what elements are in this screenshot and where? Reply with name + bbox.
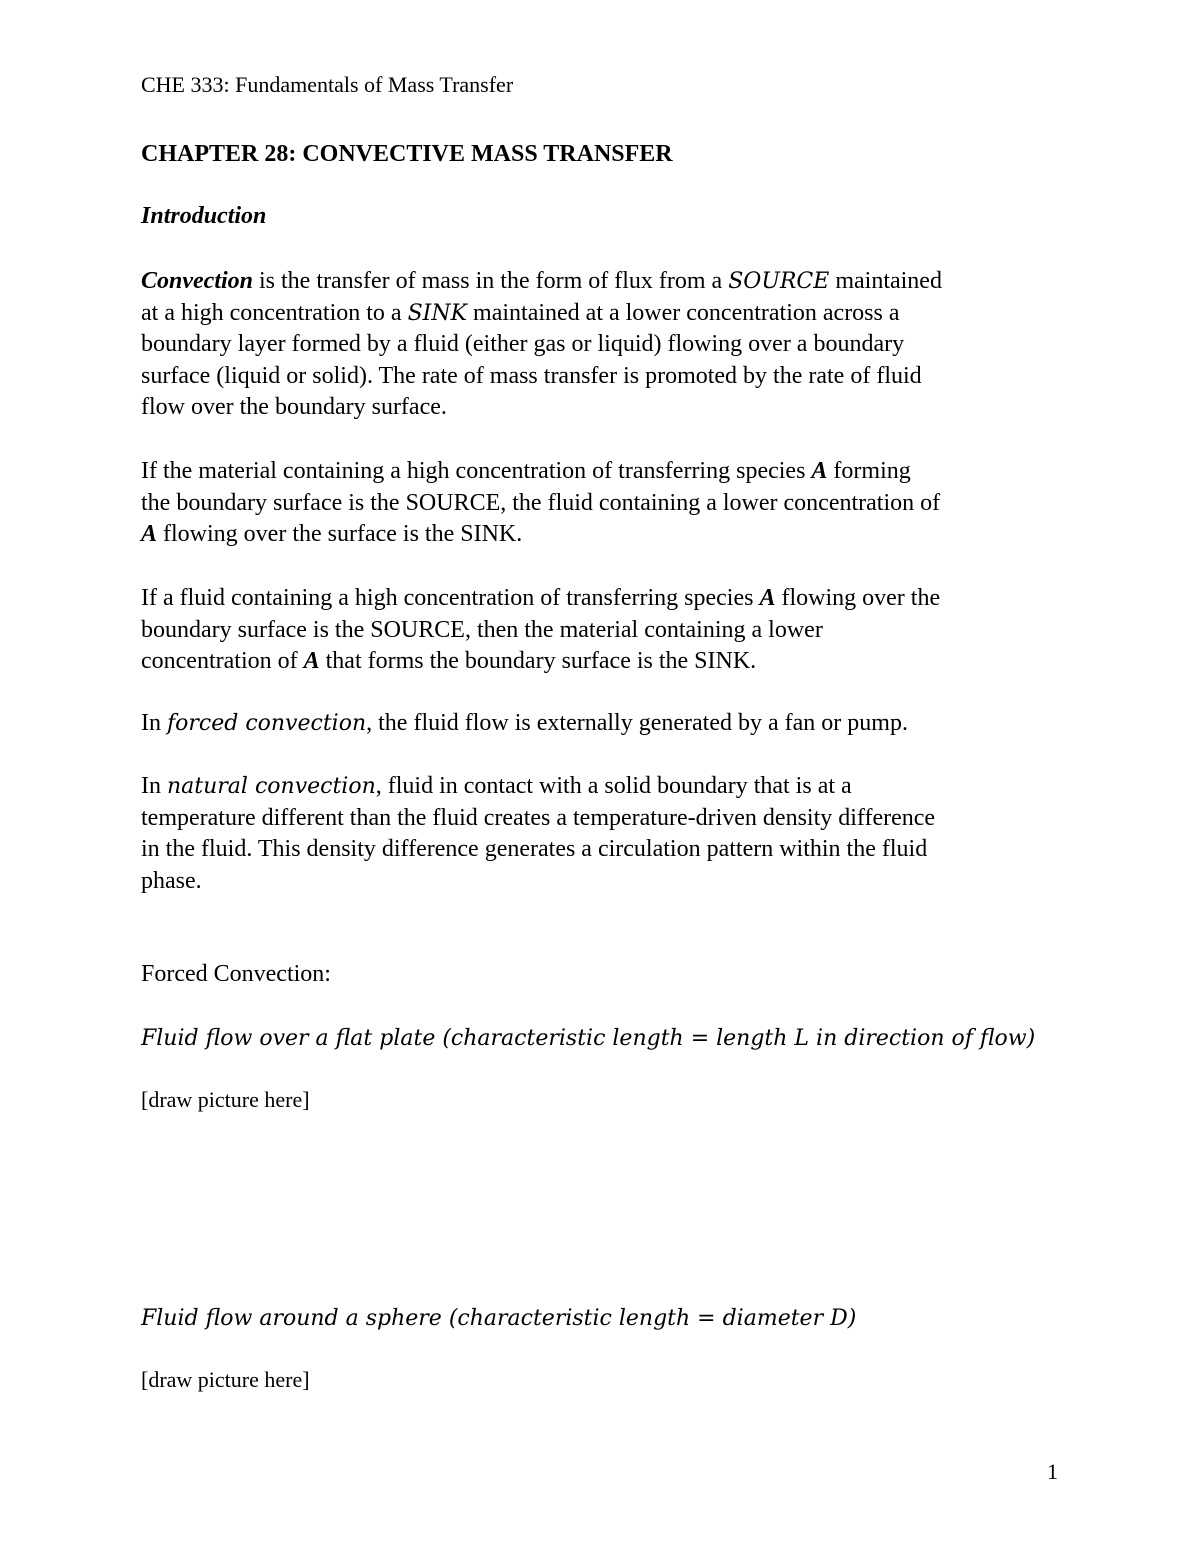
term-sink: SINK [407,300,468,326]
text-run: flowing over the surface is the SINK. [157,521,523,547]
species-symbol: A [141,521,158,547]
paragraph-line: surface (liquid or solid). The rate of mass transfer is promoted by the rate of fluid [141,362,922,389]
paragraph-line [141,708,908,740]
paragraph-line [141,266,942,298]
text-run: maintained at a lower concentration across a [467,299,900,326]
paragraph-line [141,771,935,803]
text-run: that forms the boundary surface is the SINK. [319,648,757,674]
paragraph-convection-definition [141,266,942,424]
term-convection: Convection [141,268,253,294]
text-run: If a fluid containing a high concentration of transferring species [141,585,760,611]
subheading-flat-plate: Fluid flow over a flat plate (characteristic length = length L in direction of flow) [141,1026,1036,1051]
text-run: maintained [829,268,942,294]
term-source: SOURCE [728,269,830,294]
species-symbol: A [811,458,828,484]
text-run: In [141,773,167,799]
subheading-sphere: Fluid flow around a sphere (characteristic length = diameter D) [141,1306,857,1331]
text-run: In [141,710,167,736]
text-run: at a high concentration to a [141,299,408,326]
species-symbol: A [303,648,320,674]
draw-placeholder-flat-plate: [draw picture here] [141,1087,310,1112]
section-heading-introduction: Introduction [141,203,267,229]
section-heading-forced-convection: Forced Convection: [141,961,331,987]
paragraph-line: flow over the boundary surface. [141,394,447,420]
paragraph-line [141,646,940,678]
text-run: flowing over the [775,585,941,611]
text-run: If the material containing a high concentration of transferring species [141,458,812,484]
species-symbol: A [759,585,776,611]
paragraph-line: boundary surface is the SOURCE, then the material containing a lower [141,616,823,643]
paragraph-line: temperature different than the fluid creates a temperature-driven density difference [141,804,936,831]
text-run: , the fluid flow is externally generated by a fan or pump. [366,710,908,736]
paragraph-line [141,583,940,615]
text-run: forming [827,458,911,484]
paragraph-line: the boundary surface is the SOURCE, the fluid containing a lower concentration of [141,489,941,516]
paragraph-material-source [141,456,940,551]
paragraph-natural-convection [141,771,935,897]
term-natural-convection: natural convection [167,774,376,799]
text-run: , fluid in contact with a solid boundary that is at a [375,773,852,799]
paragraph-line [141,519,940,551]
paragraph-line: boundary layer formed by a fluid (either gas or liquid) flowing over a boundary [141,331,905,357]
paragraph-fluid-source [141,583,940,678]
paragraph-line: phase. [141,867,202,894]
text-run: concentration of [141,648,304,674]
chapter-title: CHAPTER 28: CONVECTIVE MASS TRANSFER [141,141,673,167]
paragraph-line [141,456,940,488]
paragraph-line [141,298,942,330]
course-header: CHE 333: Fundamentals of Mass Transfer [141,72,514,97]
paragraph-forced-convection [141,708,908,740]
page-number: 1 [1047,1459,1058,1484]
draw-placeholder-sphere: [draw picture here] [141,1367,310,1392]
text-run: is the transfer of mass in the form of flux from a [253,268,729,294]
term-forced-convection: forced convection [167,711,367,736]
paragraph-line: in the fluid. This density difference generates a circulation pattern within the fluid [141,836,928,862]
